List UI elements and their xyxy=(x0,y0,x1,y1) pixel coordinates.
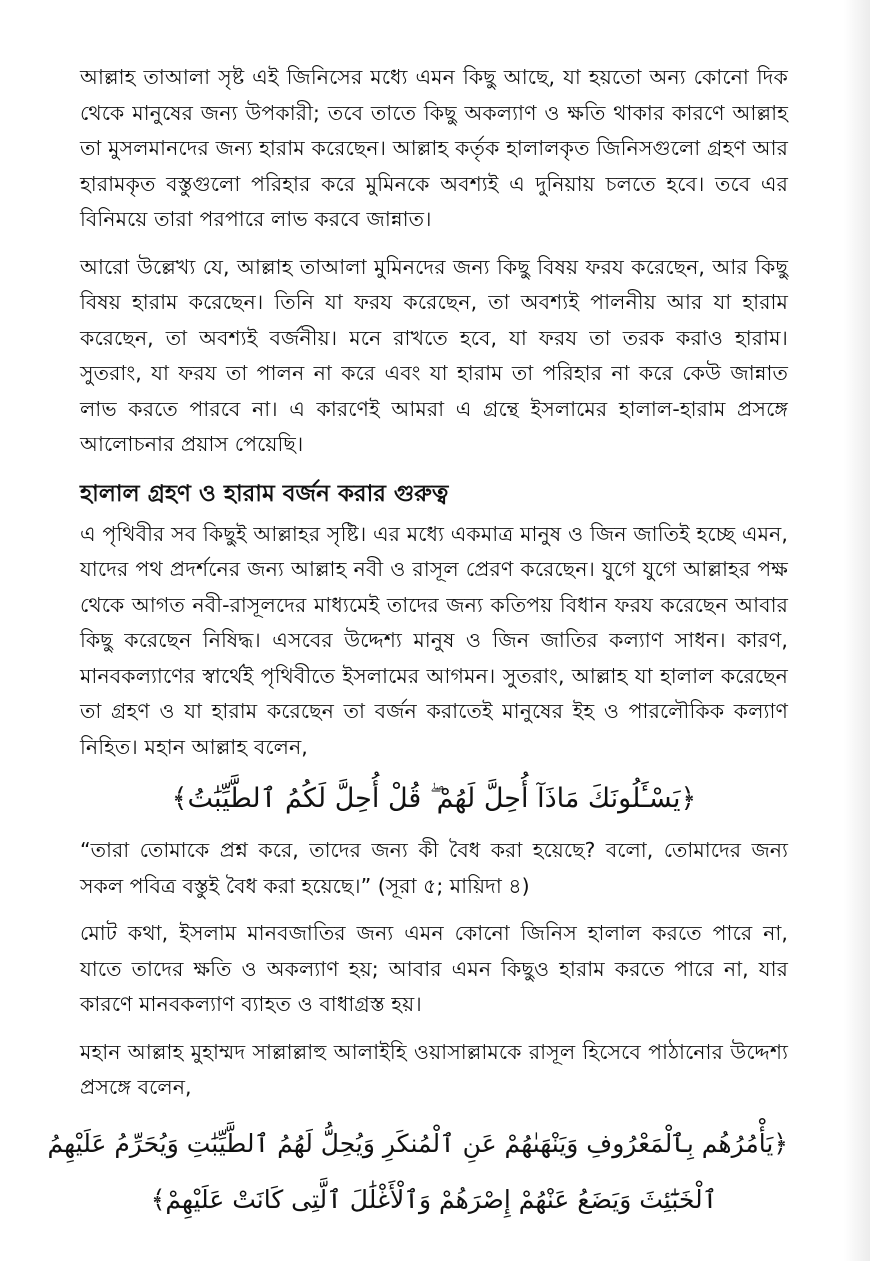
creation-paragraph: এ পৃথিবীর সব কিছুই আল্লাহর সৃষ্টি। এর মধ্যে একমাত্র মানুষ ও জিন জাতিই হচ্ছে এমন, যাদের পথ প্রদর্শনের জন্য আল্লাহ নবী ও রাসূল প্রেরণ করেছেন। যুগে যুগে আল্লাহর পক্ষ থেকে আগত নবী-রাসূলদের মাধ্যমেই তাদের জন্য কতিপয় বিধান ফরয করেছেন আবার কিছু করেছেন নিষিদ্ধ। এসবের উদ্দেশ্য মানুষ ও জিন জাতির কল্যাণ সাধন। কারণ, মানবকল্যাণের স্বার্থেই পৃথিবীতে ইসলামের আগমন। সুতরাং, আল্লাহ যা হালাল করেছেন তা গ্রহণ ও যা হারাম করেছেন তা বর্জন করাতেই মানুষের ইহ ও পারলৌকিক কল্যাণ নিহিত। মহান আল্লাহ বলেন, xyxy=(80,521,788,759)
quran-verse-araf-line-1: ﴿يَأْمُرُهُم بِٱلْمَعْرُوفِ وَيَنْهَىٰهُمْ عَنِ ٱلْمُنكَرِ وَيُحِلُّ لَهُمُ ٱلطَّيِّبَٰتِ وَيُحَرِّمُ عَلَيْهِمُ xyxy=(47,1128,788,1158)
scan-shadow-edge xyxy=(844,0,870,1261)
obligation-paragraph: আরো উল্লেখ্য যে, আল্লাহ তাআলা মুমিনদের জন্য কিছু বিষয় ফরয করেছেন, আর কিছু বিষয় হারাম করেছেন। তিনি যা ফরয করেছেন, তা অবশ্যই পালনীয় আর যা হারাম করেছেন, তা অবশ্যই বর্জনীয়। মনে রাখতে হবে, যা ফরয তা তরক করাও হারাম। সুতরাং, যা ফরয তা পালন না করে এবং যা হারাম তা পরিহার না করে কেউ জান্নাত লাভ করতে পারবে না। এ কারণেই আমরা এ গ্রন্থে ইসলামের হালাল-হারাম প্রসঙ্গে আলোচনার প্রয়াস পেয়েছি। xyxy=(80,254,788,456)
verse-translation: “তারা তোমাকে প্রশ্ন করে, তাদের জন্য কী বৈধ করা হয়েছে? বলো, তোমাদের জন্য সকল পবিত্র বস্তুই বৈধ করা হয়েছে।” (সূরা ৫; মায়িদা ৪) xyxy=(80,838,788,898)
quran-verse-araf-line-2: ٱلْخَبَٰٓئِثَ وَيَضَعُ عَنْهُمْ إِصْرَهُمْ وَٱلْأَغْلَٰلَ ٱلَّتِى كَانَتْ عَلَيْهِمْ﴾ xyxy=(150,1184,718,1214)
quran-verse-maidah: ﴿يَسْـَٔلُونَكَ مَاذَآ أُحِلَّ لَهُمْ ۖ قُلْ أُحِلَّ لَكُمُ ٱلطَّيِّبَٰتُ﴾ xyxy=(171,783,697,814)
section-heading: হালাল গ্রহণ ও হারাম বর্জন করার গুরুত্ব xyxy=(80,480,449,507)
summary-paragraph: মোট কথা, ইসলাম মানবজাতির জন্য এমন কোনো জিনিস হালাল করতে পারে না, যাতে তাদের ক্ষতি ও অকল্যাণ হয়; আবার এমন কিছুও হারাম করতে পারে না, যার কারণে মানবকল্যাণ ব্যাহত ও বাধাগ্রস্ত হয়। xyxy=(80,921,788,1016)
page-content xyxy=(47,60,788,1226)
prophet-paragraph: মহান আল্লাহ মুহাম্মদ সাল্লাল্লাহু আলাইহি ওয়াসাল্লামকে রাসূল হিসেবে পাঠানোর উদ্দেশ্য প্রসঙ্গে বলেন, xyxy=(80,1039,788,1099)
intro-paragraph: আল্লাহ তাআলা সৃষ্ট এই জিনিসের মধ্যে এমন কিছু আছে, যা হয়তো অন্য কোনো দিক থেকে মানুষের জন্য উপকারী; তবে তাতে কিছু অকল্যাণ ও ক্ষতি থাকার কারণে আল্লাহ তা মুসলমানদের জন্য হারাম করেছেন। আল্লাহ কর্তৃক হালালকৃত জিনিসগুলো গ্রহণ আর হারামকৃত বস্তুগুলো পরিহার করে মুমিনকে অবশ্যই এ দুনিয়ায় চলতে হবে। তবে এর বিনিময়ে তারা পরপারে লাভ করবে জান্নাত। xyxy=(80,65,788,231)
